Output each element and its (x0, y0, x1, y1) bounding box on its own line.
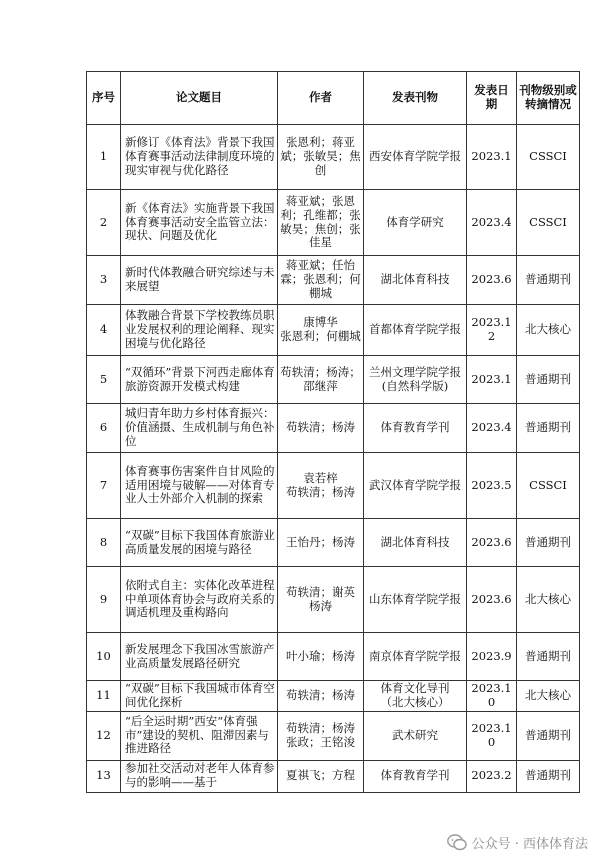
row-date: 2023.6 (467, 256, 517, 305)
watermark (447, 832, 588, 852)
row-authors: 夏祺飞；方程 (278, 760, 364, 792)
row-date: 2023.9 (467, 633, 517, 681)
header-date: 发表日期 (467, 72, 517, 125)
table-row (87, 519, 580, 567)
table-row (87, 633, 580, 681)
row-title: “双循环”背景下河西走廊体育旅游资源开发模式构建 (121, 356, 278, 404)
table-row (87, 256, 580, 305)
row-level: CSSCI (517, 190, 580, 256)
paper-list-table (86, 71, 580, 793)
row-date: 2023.6 (467, 567, 517, 633)
header-level: 刊物级别或转摘情况 (517, 72, 580, 125)
wechat-icon (447, 834, 467, 851)
table-row (87, 760, 580, 792)
row-journal: 体育教育学刊 (364, 404, 467, 453)
row-authors: 蒋亚斌；张恩利；孔维都；张敏昊；焦创；张佳星 (278, 190, 364, 256)
header-journal: 发表刊物 (364, 72, 467, 125)
row-date: 2023.4 (467, 190, 517, 256)
table-row (87, 711, 580, 760)
row-level: 普通期刊 (517, 711, 580, 760)
table-body (87, 125, 580, 793)
row-title: 新《体育法》实施背景下我国体育赛事活动安全监管立法：现状、问题及优化 (121, 190, 278, 256)
header-seq: 序号 (87, 72, 121, 125)
row-seq: 11 (87, 681, 121, 712)
row-date: 2023.6 (467, 519, 517, 567)
row-authors: 苟轶清；杨涛 (278, 404, 364, 453)
row-title: 体教融合背景下学校教练员职业发展权利的理论阐释、现实困境与优化路径 (121, 305, 278, 356)
row-level: 北大核心 (517, 567, 580, 633)
row-level: 普通期刊 (517, 356, 580, 404)
row-date: 2023.10 (467, 681, 517, 712)
row-authors: 苟轶清；杨涛 张政；王铭浚 (278, 711, 364, 760)
header-authors: 作者 (278, 72, 364, 125)
row-seq: 3 (87, 256, 121, 305)
row-level: 普通期刊 (517, 404, 580, 453)
row-journal: 南京体育学院学报 (364, 633, 467, 681)
row-date: 2023.10 (467, 711, 517, 760)
row-journal: 湖北体育科技 (364, 256, 467, 305)
row-seq: 6 (87, 404, 121, 453)
row-seq: 4 (87, 305, 121, 356)
row-authors: 蒋亚斌；任怡霖；张恩利；何棚城 (278, 256, 364, 305)
row-journal: 体育文化导刊 （北大核心） (364, 681, 467, 712)
row-seq: 2 (87, 190, 121, 256)
row-journal: 武汉体育学院学报 (364, 453, 467, 519)
row-title: 新修订《体育法》背景下我国体育赛事活动法律制度环境的现实审视与优化路径 (121, 125, 278, 190)
row-seq: 7 (87, 453, 121, 519)
row-authors: 张恩利；蒋亚斌；张敏昊；焦创 (278, 125, 364, 190)
row-authors: 苟轶清；谢英 杨涛 (278, 567, 364, 633)
row-journal: 兰州文理学院学报(自然科学版) (364, 356, 467, 404)
row-level: CSSCI (517, 453, 580, 519)
row-level: 北大核心 (517, 305, 580, 356)
row-journal: 体育学研究 (364, 190, 467, 256)
table-row (87, 305, 580, 356)
table-header-row (87, 72, 580, 125)
row-journal: 湖北体育科技 (364, 519, 467, 567)
table-row (87, 567, 580, 633)
table-row (87, 356, 580, 404)
header-title: 论文题目 (121, 72, 278, 125)
table-row (87, 681, 580, 712)
row-title: “双碳”目标下我国体育旅游业高质量发展的困境与路径 (121, 519, 278, 567)
row-date: 2023.4 (467, 404, 517, 453)
row-journal: 首都体育学院学报 (364, 305, 467, 356)
row-title: “后全运时期”西安“体育强市”建设的契机、阻滞因素与推进路径 (121, 711, 278, 760)
row-level: 普通期刊 (517, 519, 580, 567)
table-row (87, 125, 580, 190)
row-seq: 5 (87, 356, 121, 404)
row-title: 新时代体教融合研究综述与未来展望 (121, 256, 278, 305)
row-date: 2023.12 (467, 305, 517, 356)
row-date: 2023.5 (467, 453, 517, 519)
row-journal: 西安体育学院学报 (364, 125, 467, 190)
row-seq: 12 (87, 711, 121, 760)
row-journal: 山东体育学院学报 (364, 567, 467, 633)
row-title: 依附式自主：实体化改革进程中单项体育协会与政府关系的调适机理及重构路向 (121, 567, 278, 633)
row-level: 普通期刊 (517, 633, 580, 681)
row-authors: 康博华 张恩利；何棚城 (278, 305, 364, 356)
row-level: 普通期刊 (517, 760, 580, 792)
row-seq: 13 (87, 760, 121, 792)
row-title: 参加社交活动对老年人体育参与的影响——基于 (121, 760, 278, 792)
row-title: “双碳”目标下我国城市体育空间优化探析 (121, 681, 278, 712)
row-seq: 10 (87, 633, 121, 681)
row-authors: 叶小瑜；杨涛 (278, 633, 364, 681)
watermark-text: 公众号 · 西体体育法 (471, 836, 588, 852)
row-date: 2023.2 (467, 760, 517, 792)
row-authors: 王怡丹；杨涛 (278, 519, 364, 567)
row-authors: 袁若梓 苟轶清；杨涛 (278, 453, 364, 519)
table-row (87, 453, 580, 519)
row-date: 2023.1 (467, 125, 517, 190)
row-title: 新发展理念下我国冰雪旅游产业高质量发展路径研究 (121, 633, 278, 681)
row-level: CSSCI (517, 125, 580, 190)
table-row (87, 404, 580, 453)
row-seq: 1 (87, 125, 121, 190)
row-authors: 苟轶清；杨涛； 邵继萍 (278, 356, 364, 404)
row-date: 2023.1 (467, 356, 517, 404)
row-journal: 武术研究 (364, 711, 467, 760)
table-row (87, 190, 580, 256)
row-level: 普通期刊 (517, 256, 580, 305)
row-level: 北大核心 (517, 681, 580, 712)
row-journal: 体育教育学刊 (364, 760, 467, 792)
row-title: 体育赛事伤害案件自甘风险的适用困境与破解——对体育专业人士外部介入机制的探索 (121, 453, 278, 519)
row-title: 城归青年助力乡村体育振兴：价值涵摄、生成机制与角色补位 (121, 404, 278, 453)
row-seq: 9 (87, 567, 121, 633)
row-authors: 苟轶清；杨涛 (278, 681, 364, 712)
row-seq: 8 (87, 519, 121, 567)
